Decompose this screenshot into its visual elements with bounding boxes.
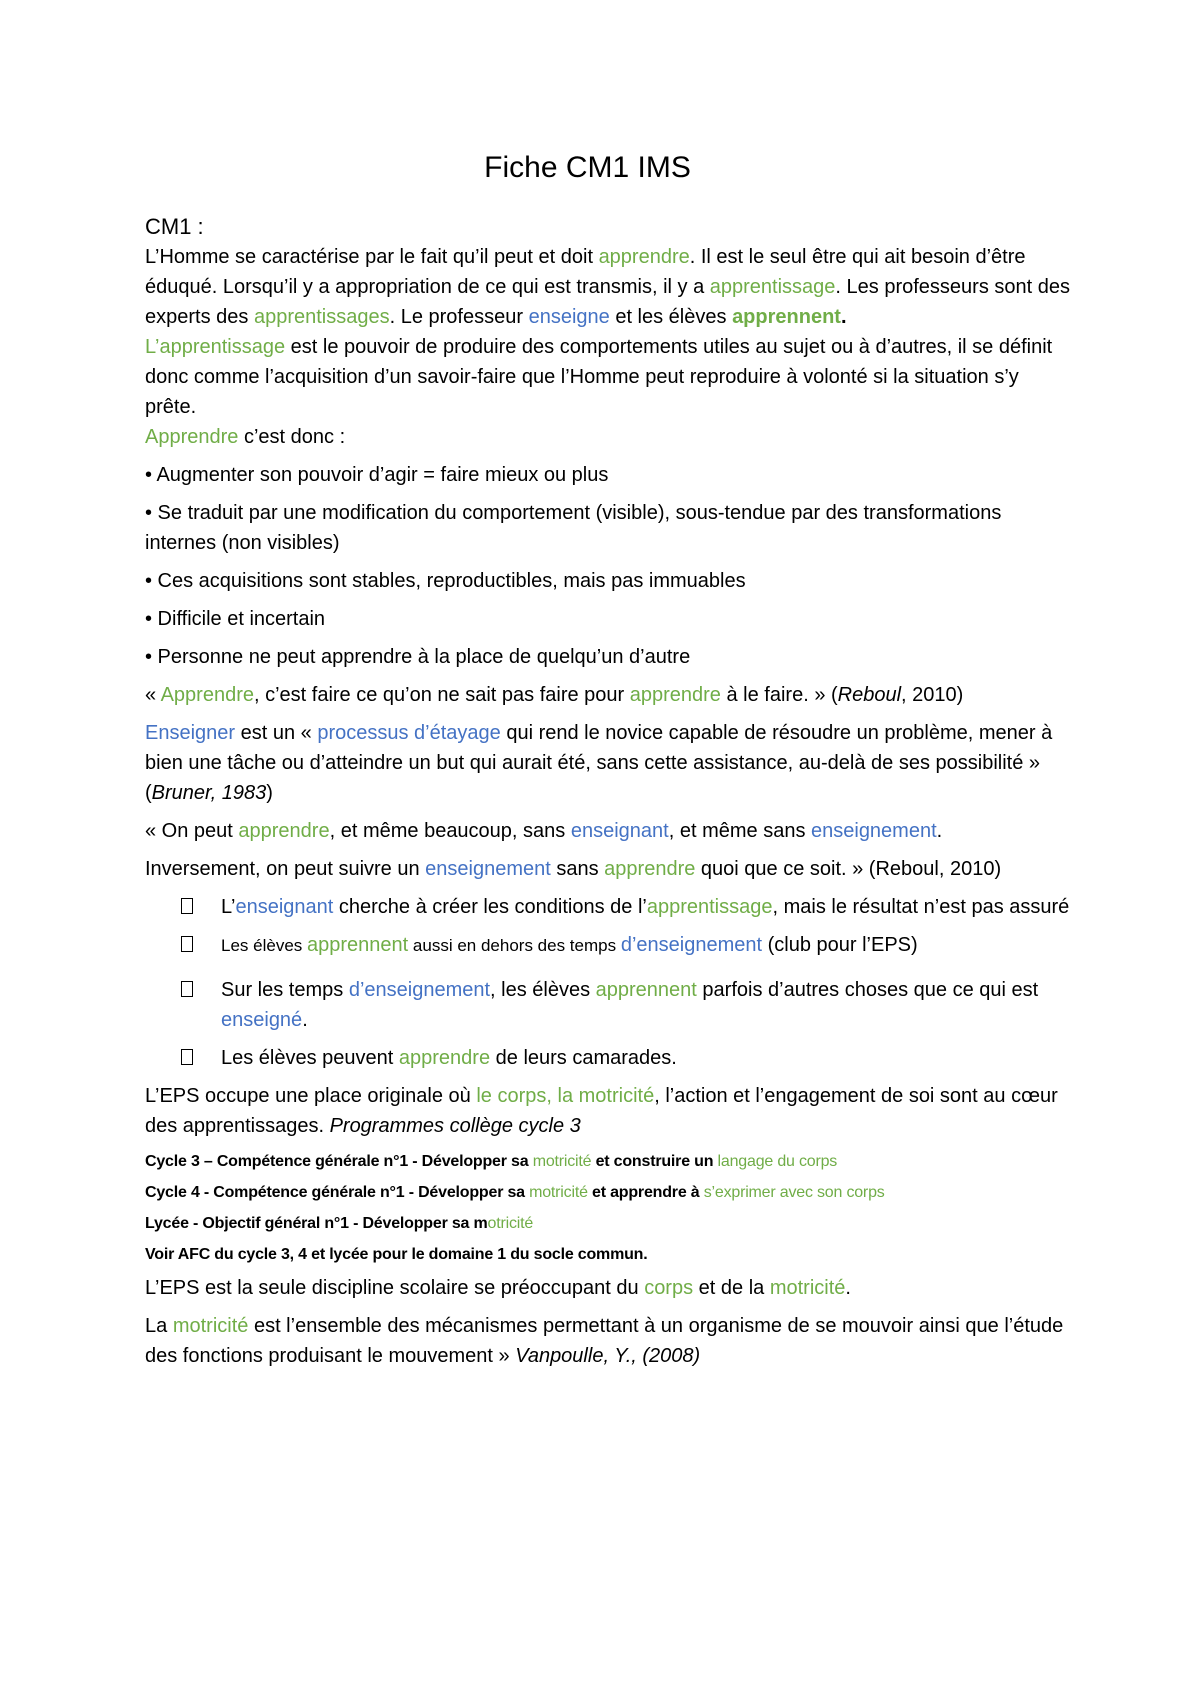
keyword: apprendre (629, 684, 721, 706)
keyword: motricité (529, 1184, 588, 1201)
quote-reboul-2-continued: Inversement, on peut suivre un enseignement sans apprendre quoi que ce soit. » (Reboul, 2010) (145, 858, 1002, 880)
bullet-item: • Se traduit par une modification du comportement (visible), sous-tendue par des transformations internes (non visibles) (145, 502, 1002, 554)
paragraph-apprendre-intro: Apprendre c’est donc : (145, 426, 346, 448)
citation-author: Reboul (837, 684, 902, 706)
competence-cycle-3: Cycle 3 – Compétence générale n°1 - Développer sa motricité et construire un langage du corps (145, 1153, 838, 1170)
keyword: apprentissage (646, 896, 773, 918)
bullet-item: • Personne ne peut apprendre à la place de quelqu’un d’autre (145, 646, 691, 668)
arrow-list-item: L’enseignant cherche à créer les conditions de l’apprentissage, mais le résultat n’est pas assuré (145, 892, 1070, 922)
keyword: langage du corps (717, 1153, 838, 1170)
arrow-list (145, 892, 1070, 1073)
arrow-bullet-icon (181, 981, 193, 997)
competence-list (145, 1152, 1070, 1265)
paragraph-apprentissage-definition: L’apprentissage est le pouvoir de produire des comportements utiles au sujet ou à d’autres, il se définit donc comme l’acquisition d’un savoir-faire que l’Homme peut reproduire à volonté si la situation s’y prête. (145, 336, 1053, 418)
bullet-item: • Ces acquisitions sont stables, reproductibles, mais pas immuables (145, 570, 746, 592)
paragraph-eps-place: L’EPS occupe une place originale où le corps, la motricité, l’action et l’engagement de soi sont au cœur des apprentissages. Programmes collège cycle 3 (145, 1085, 1058, 1137)
keyword: d’enseignement (620, 934, 763, 956)
competence-note: Voir AFC du cycle 3, 4 et lycée pour le domaine 1 du socle commun. (145, 1246, 648, 1263)
keyword: apprendre (598, 246, 690, 268)
keyword: enseignement (425, 858, 551, 880)
arrow-bullet-icon (181, 898, 193, 914)
competence-cycle-4: Cycle 4 - Compétence générale n°1 - Développer sa motricité et apprendre à s’exprimer avec son corps (145, 1184, 885, 1201)
keyword: Apprendre (145, 426, 239, 448)
citation-author: Bruner, 1983 (151, 782, 267, 804)
keyword: apprennent (595, 979, 697, 1001)
document-body (145, 148, 1070, 1371)
section-label: CM1 : (145, 214, 204, 239)
keyword: apprendre (604, 858, 696, 880)
keyword: le corps, la motricité (476, 1085, 655, 1107)
keyword: processus d’étayage (317, 722, 501, 744)
keyword: motricité (172, 1315, 249, 1337)
keyword: Apprendre (160, 684, 254, 706)
keyword: d’enseignement (348, 979, 491, 1001)
keyword: apprennent (307, 934, 409, 956)
keyword: L’apprentissage (145, 336, 286, 358)
bullet-item: • Augmenter son pouvoir d’agir = faire mieux ou plus (145, 464, 609, 486)
quote-reboul: « Apprendre, c’est faire ce qu’on ne sait pas faire pour apprendre à le faire. » (Reboul, 2010) (145, 684, 964, 706)
keyword: otricité (487, 1215, 534, 1232)
keyword: motricité (769, 1277, 846, 1299)
reference: Programmes collège cycle 3 (329, 1115, 581, 1137)
competence-lycee: Lycée - Objectif général n°1 - Développer sa motricité (145, 1215, 534, 1232)
keyword: apprentissage (709, 276, 836, 298)
arrow-list-item: Sur les temps d’enseignement, les élèves apprennent parfois d’autres choses que ce qui est enseigné. (145, 975, 1070, 1035)
reference: Vanpoulle, Y., (2008) (515, 1345, 701, 1367)
quote-bruner: Enseigner est un « processus d’étayage qui rend le novice capable de résoudre un problème, mener à bien une tâche ou d’atteindre un but qui aurait été, sans cette assistance, au-delà de ses possibilité » (Bruner, 1983) (145, 722, 1053, 804)
keyword: enseigne (528, 306, 610, 328)
arrow-list-item: Les élèves peuvent apprendre de leurs camarades. (145, 1043, 1070, 1073)
keyword: enseignement (811, 820, 937, 842)
arrow-list-item: Les élèves apprennent aussi en dehors des temps d’enseignement (club pour l’EPS) (145, 930, 1070, 961)
keyword: corps (644, 1277, 694, 1299)
keyword: apprendre (398, 1047, 491, 1069)
bullet-item: • Difficile et incertain (145, 608, 326, 630)
keyword: motricité (532, 1153, 592, 1170)
keyword: enseignant (570, 820, 669, 842)
document-title: Fiche CM1 IMS (484, 151, 691, 184)
keyword: apprendre (238, 820, 330, 842)
keyword: apprentissages (253, 306, 390, 328)
paragraph-intro: L’Homme se caractérise par le fait qu’il peut et doit apprendre. Il est le seul être qui ait besoin d’être éduqué. Lorsqu’il y a appropriation de ce qui est transmis, il y a apprentissage. Les professeurs sont des experts des apprentissages. Le professeur enseigne et les élèves apprennent. (145, 246, 1070, 328)
keyword: Enseigner (145, 722, 236, 744)
arrow-bullet-icon (181, 1049, 193, 1065)
paragraph-eps-discipline: L’EPS est la seule discipline scolaire se préoccupant du corps et de la motricité. (145, 1277, 851, 1299)
keyword: enseigné (221, 1009, 303, 1031)
keyword: s’exprimer avec son corps (703, 1184, 885, 1201)
arrow-bullet-icon (181, 936, 193, 952)
quote-reboul-2: « On peut apprendre, et même beaucoup, sans enseignant, et même sans enseignement. (145, 820, 943, 842)
paragraph-motricite-definition: La motricité est l’ensemble des mécanismes permettant à un organisme de se mouvoir ainsi que l’étude des fonctions produisant le mouvement » Vanpoulle, Y., (2008) (145, 1315, 1064, 1367)
keyword: enseignant (235, 896, 334, 918)
keyword: apprennent (732, 306, 841, 328)
